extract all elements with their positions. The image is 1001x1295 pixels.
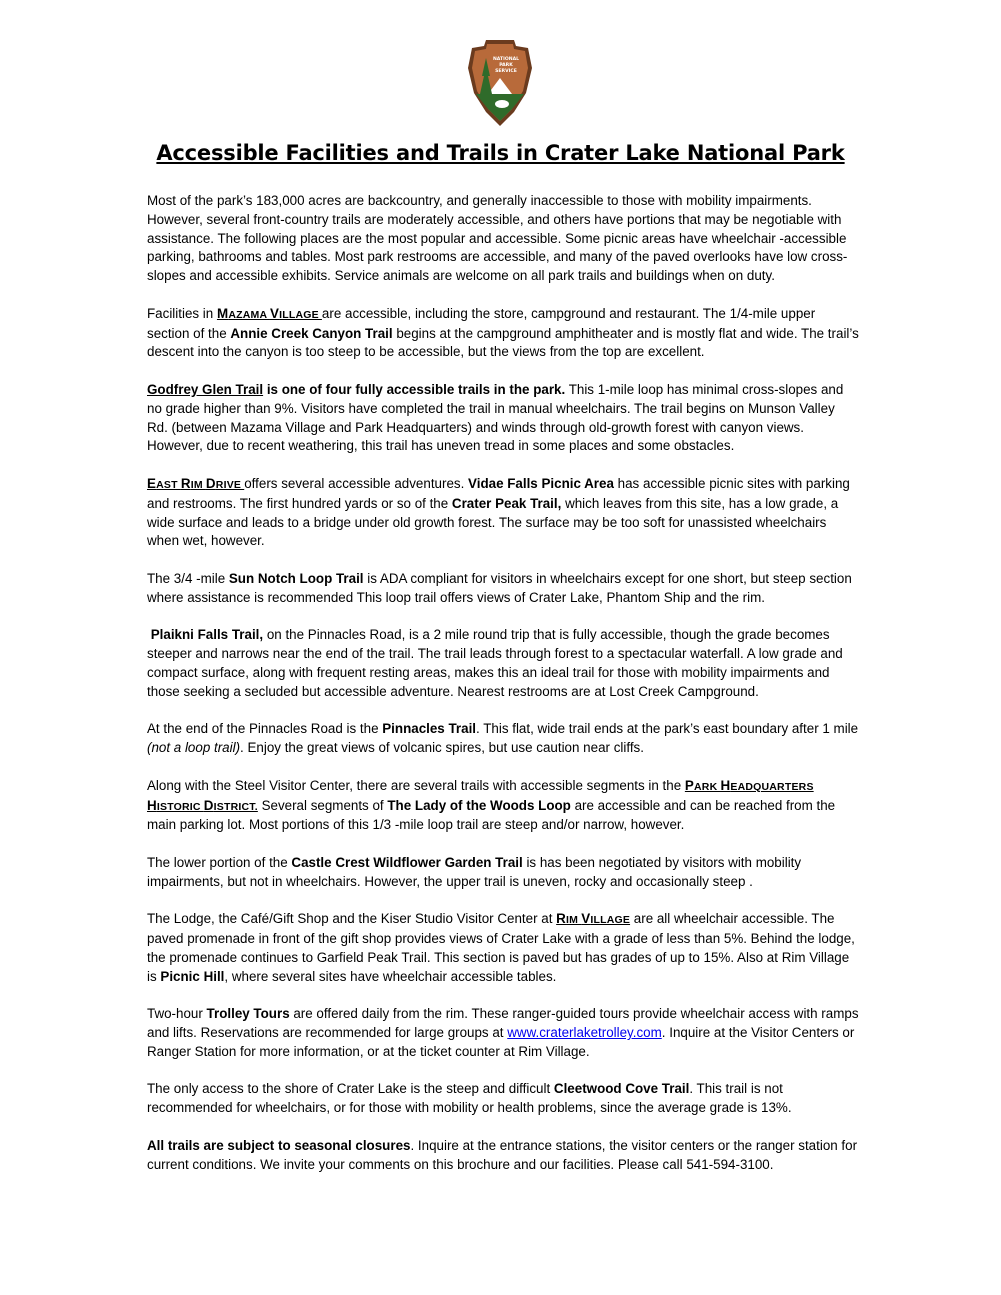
picnic-hill-name: Picnic Hill bbox=[160, 968, 225, 984]
mazama-village-paragraph: Facilities in MAZAMA VILLAGE are accessible, including the store, campground and restaurant. The 1/4-mile upper section of the Annie Creek Canyon Trail begins at the campground amphitheater and is mostly flat and wide. The trail’s descent into the canyon is too steep to be accessible, but the views from the top are excellent. bbox=[147, 305, 859, 360]
document-body bbox=[147, 192, 859, 1193]
pinnacles-trail-name: Pinnacles Trail bbox=[382, 721, 477, 737]
vidae-falls-name: Vidae Falls Picnic Area bbox=[468, 475, 614, 491]
castle-crest-trail-name: Castle Crest Wildflower Garden Trail bbox=[291, 854, 523, 870]
rim-village-heading: RIM VILLAGE bbox=[556, 911, 631, 927]
plaikni-falls-trail-name: Plaikni Falls Trail, bbox=[147, 627, 264, 643]
logo-text-line-1: NATIONAL bbox=[492, 57, 520, 62]
sun-notch-trail-name: Sun Notch Loop Trail bbox=[228, 570, 364, 586]
lady-of-the-woods-name: The Lady of the Woods Loop bbox=[387, 797, 571, 813]
east-rim-drive-heading: EAST RIM DRIVE bbox=[147, 475, 245, 491]
crater-peak-trail-name: Crater Peak Trail, bbox=[451, 495, 562, 511]
seasonal-closures-paragraph: All trails are subject to seasonal closures. Inquire at the entrance stations, the visitor centers or the ranger station for current conditions. We invite your comments on this brochure and our facilities. Please call 541-594-3100. bbox=[147, 1137, 858, 1172]
arrowhead-icon bbox=[466, 38, 534, 128]
east-rim-drive-paragraph: EAST RIM DRIVE offers several accessible adventures. Vidae Falls Picnic Area has accessible picnic sites with parking and restrooms. The first hundred yards or so of the Crater Peak Trail, which leaves from this site, has a low grade, a wide surface and leads to a bridge under old growth forest. The surface may be too soft for unassisted wheelchairs when wet, however. bbox=[147, 475, 850, 549]
sun-notch-paragraph: The 3/4 -mile Sun Notch Loop Trail is ADA compliant for visitors in wheelchairs except for one short, but steep section where assistance is recommended This loop trail offers views of Crater Lake, Phantom Ship and the rim. bbox=[147, 570, 852, 605]
intro-paragraph: Most of the park’s 183,000 acres are backcountry, and generally inaccessible to those with mobility impairments. However, several front-country trails are moderately accessible, and others have portions that may be negotiable with assistance. The following places are the most popular and accessible. Some picnic areas have wheelchair -accessible parking, bathrooms and tables. Most park restrooms are accessible, and many of the paved overlooks have low cross-slopes and accessible exhibits. Service animals are welcome on all park trails and buildings when on duty. bbox=[147, 193, 848, 284]
mazama-village-heading: MAZAMA VILLAGE bbox=[216, 305, 322, 321]
castle-crest-paragraph: The lower portion of the Castle Crest Wildflower Garden Trail is has been negotiated by visitors with mobility impairments, but not in wheelchairs. However, the upper trail is uneven, rocky and occasionally steep . bbox=[147, 854, 802, 889]
rim-village-paragraph: The Lodge, the Café/Gift Shop and the Kiser Studio Visitor Center at RIM VILLAGE are all wheelchair accessible. The paved promenade in front of the gift shop provides views of Crater Lake with a grade of less than 5%. Behind the lodge, the promenade continues to Garfield Peak Trail. This section is paved but has grades of up to 15%. Also at Rim Village is Picnic Hill, where several sites have wheelchair accessible tables. bbox=[147, 911, 855, 984]
trolley-website-link[interactable]: www.craterlaketrolley.com bbox=[507, 1025, 662, 1041]
godfrey-glen-paragraph: Godfrey Glen Trail is one of four fully accessible trails in the park. This 1-mile loop has minimal cross-slopes and no grade higher than 9%. Visitors have completed the trail in manual wheelchairs. The trail begins on Munson Valley Rd. (between Mazama Village and Park Headquarters) and winds through old-growth forest with canyon views. However, due to recent weathering, this trail has uneven tread in some places and some obstacles. bbox=[147, 381, 844, 454]
annie-creek-trail-name: Annie Creek Canyon Trail bbox=[230, 325, 393, 341]
nps-arrowhead-logo bbox=[466, 38, 534, 128]
godfrey-glen-trail-name: Godfrey Glen Trail bbox=[147, 381, 264, 397]
trolley-tours-name: Trolley Tours bbox=[206, 1006, 290, 1022]
logo-text-line-2: PARK bbox=[499, 63, 513, 68]
plaikni-falls-paragraph: Plaikni Falls Trail, on the Pinnacles Road, is a 2 mile round trip that is fully accessible, though the grade becomes steeper and narrows near the end of the trail. The trail leads through forest to a spectacular waterfall. A low grade and compact surface, along with frequent resting areas, makes this an ideal trail for those with mobility impairments and those seeking a secluded but accessible adventure. Nearest restrooms are at Lost Creek Campground. bbox=[147, 627, 843, 699]
park-headquarters-paragraph: Along with the Steel Visitor Center, there are several trails with accessible segments in the PARK HEADQUARTERS HISTORIC DISTRICT. Several segments of The Lady of the Woods Loop are accessible and can be reached from the main parking lot. Most portions of this 1/3 -mile loop trail are steep and/or narrow, however. bbox=[147, 777, 836, 833]
cleetwood-cove-trail-name: Cleetwood Cove Trail bbox=[553, 1081, 690, 1097]
park-headquarters-heading: PARK HEADQUARTERS HISTORIC DISTRICT. bbox=[147, 777, 814, 813]
page-title: Accessible Facilities and Trails in Crater Lake National Park bbox=[156, 141, 845, 165]
logo-text-line-3: SERVICE bbox=[495, 69, 517, 74]
cleetwood-cove-paragraph: The only access to the shore of Crater Lake is the steep and difficult Cleetwood Cove Trail. This trail is not recommended for wheelchairs, or for those with mobility or health problems, since the average grade is 13%. bbox=[147, 1081, 792, 1116]
trolley-tours-paragraph: Two-hour Trolley Tours are offered daily from the rim. These ranger-guided tours provide wheelchair access with ramps and lifts. Reservations are recommended for large groups at www.craterlaketrolley.com. Inquire at the Visitor Centers or Ranger Station for more information, or at the ticket counter at Rim Village. bbox=[147, 1006, 859, 1059]
seasonal-closures-notice: All trails are subject to seasonal closures bbox=[147, 1137, 411, 1153]
pinnacles-paragraph: At the end of the Pinnacles Road is the Pinnacles Trail. This flat, wide trail ends at the park’s east boundary after 1 mile (not a loop trail). Enjoy the great views of volcanic spires, but use caution near cliffs. bbox=[147, 721, 859, 756]
